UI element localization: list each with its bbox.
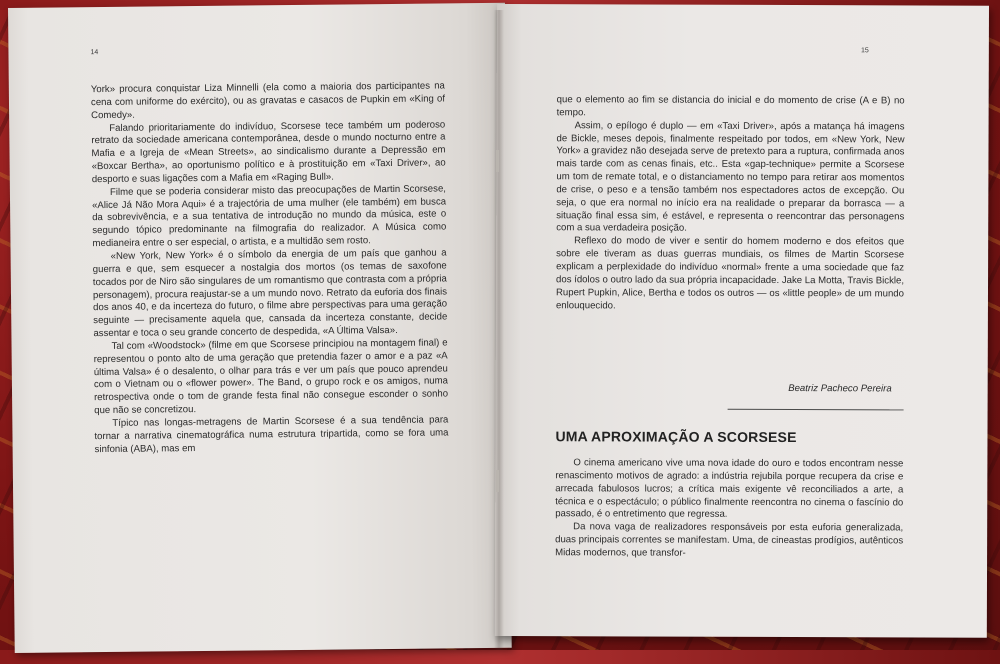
paragraph: Tal com «Woodstock» (filme em que Scorsese principiou na montagem final) e representou o ponto alto de uma geração que pretendia fazer o amor e a paz «A última Valsa» é o desalento, o olhar para trás e ver um país que pouco aprendeu com o Vietnam ou o «flower power». The Band, o grupo rock e os amigos, numa retrospectiva onde o tom de grande festa final não consegue esconder o sonho que não se concretizou. xyxy=(93,337,449,417)
paragraph: Filme que se poderia considerar misto das preocupações de Martin Scorsese, «Alice Já Não Mora Aqui» é a trajectória de uma mulher (ele também) em busca da sobrevivência, e a sua tentativa de introdução no mundo da música, este o segundo tópico predominante na filmografia do realizador. A Música como medianeira entre o ser especial, o artista, e a multidão sem rosto. xyxy=(92,183,447,250)
page-number-left: 14 xyxy=(90,49,99,57)
section-title: UMA APROXIMAÇÃO A SCORSESE xyxy=(555,428,797,446)
paragraph: York» procura conquistar Liza Minnelli (ela como a maioria dos participantes na cena com uniforme do exército), ou as gravatas e casacos de Pupkin em «King of Comedy». xyxy=(90,80,446,121)
paragraph: que o elemento ao fim se distancia do inicial e do momento de crise (A e B) no tempo. xyxy=(556,94,905,119)
paragraph: «New York, New York» é o símbolo da energia de um país que ganhou a guerra e que, sem esquecer a nostalgia dos mortos (os temas de saxofone tocados por de Niro são singulares de um romantismo que contrasta com a própria personagem), procura reajustar-se a um mundo novo. Retrato da euforia dos finais dos anos 40, e da incerteza do futuro, o filme abre perspectivas para uma geração seguinte — precisamente aquela que, cansada da incerteza constante, decide assentar e toca o seu grande concerto de despedida, «A Última Valsa». xyxy=(92,247,448,340)
right-page-body-bottom xyxy=(555,457,903,561)
right-page-body-top xyxy=(556,94,905,314)
paragraph: Assim, o epílogo é duplo — em «Taxi Driver», após a matança há imagens de Bickle, meses depois, finalmente respeitado por todos, em «New York, New York» a gravidez não desejada serve de pretexto para a ruptura, confirmada anos mais tarde com as cenas finais, etc.. Esta «gap-technique» permite a Scorsese um tom de remate total, e o distanciamento no tempo para retirar aos momentos de crise, o peso e a tensão também nos espectadores actos de excepção. Ou seja, o que era normal no início era na realidade o preparar da borrasca — a situação final essa sim, é estável, e representa o reencontrar das personagens com a sua verdadeira posição. xyxy=(556,119,905,235)
book-gutter xyxy=(494,10,504,650)
paragraph: Típico nas longas-metragens de Martin Scorsese é a sua tendência para tornar a narrativa cinematográfica numa estrutura tripartida, como se fora uma sinfonia (ABA), mas em xyxy=(94,414,449,455)
paragraph: Da nova vaga de realizadores responsáveis por esta euforia generalizada, duas principais correntes se manifestam. Uma, de cineastas prodígios, autênticos Midas modernos, que transfor- xyxy=(555,521,904,559)
paragraph: Falando prioritariamente do indivíduo, Scorsese tece também um poderoso retrato da sociedade americana contemporânea, desde o mundo nocturno entre a Mafia e a Igreja de «Mean Streets», ao sindicalismo durante a Depressão em «Boxcar Bertha», ao oportunismo político e à prostituição em «Taxi Driver», ao desporto e suas ligações com a Mafia em «Raging Bull». xyxy=(91,118,446,186)
left-page-body xyxy=(91,80,449,456)
right-page xyxy=(495,4,989,638)
staple xyxy=(496,470,499,492)
staple xyxy=(496,150,499,172)
tablecloth-bottom-edge xyxy=(0,650,1000,664)
paragraph: Reflexo do modo de viver e sentir do homem moderno e dos efeitos que sobre ele tiveram as duas guerras mundiais, os filmes de Martin Scorsese explicam a perplexidade do indivíduo «normal» frente a uma sociedade que faz dos ídolos o outro lado da sua própria incapacidade. Jake La Motta, Travis Bickle, Rupert Pupkin, Alice, Bertha e todos os outros — os «little people» de um mundo enlouquecido. xyxy=(555,235,905,311)
page-number-right: 15 xyxy=(861,47,869,55)
author-signature: Beatriz Pacheco Pereira xyxy=(788,383,892,395)
paragraph: O cinema americano vive uma nova idade do ouro e todos encontram nesse renascimento motivos de agrado: a indústria rejubila porque recupera da crise e arrecada fabulosos lucros; a crítica mais exigente vê reconciliados a arte, a técnica e o espectáculo; o público finalmente reencontra no cinema o fascínio do passado, é o entretimento que regressa. xyxy=(555,457,904,521)
left-page xyxy=(8,3,512,653)
section-divider xyxy=(728,409,904,411)
